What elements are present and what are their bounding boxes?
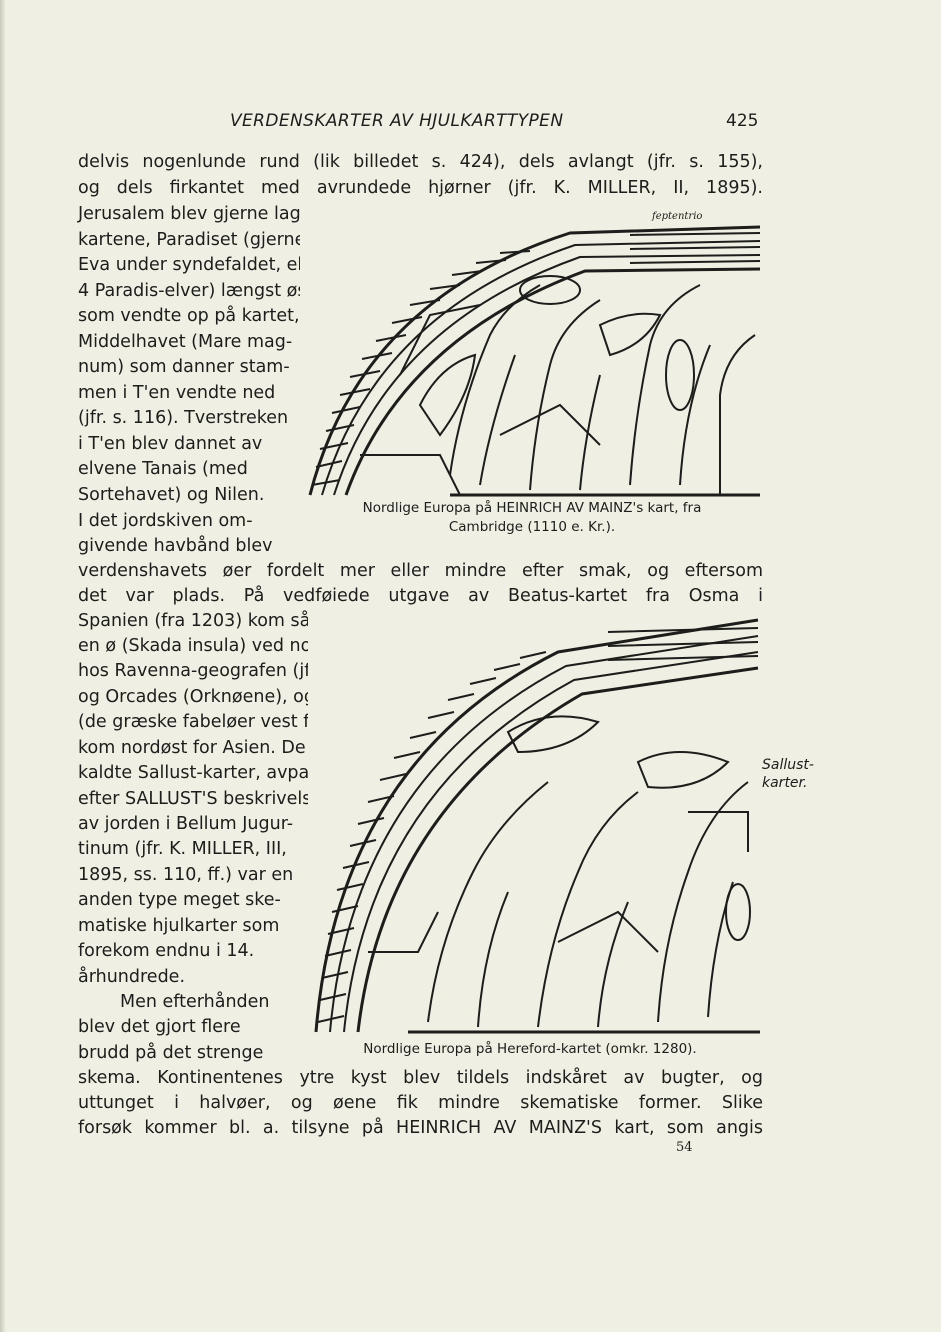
text-line: kaldte Sallust-karter, avpasset xyxy=(78,763,346,783)
text-line: Sortehavet) og Nilen. xyxy=(78,485,265,505)
running-title: VERDENSKARTER AV HJULKARTTYPEN xyxy=(230,111,564,131)
text-line: århundrede. xyxy=(78,967,186,987)
page-edge xyxy=(0,0,6,1332)
text-line: elvene Tanais (med xyxy=(78,459,248,479)
margin-note xyxy=(762,756,814,792)
text-line: Men efterhånden xyxy=(120,992,270,1012)
text-line: num) som danner stam- xyxy=(78,357,290,377)
page-number: 425 xyxy=(726,111,759,131)
text-line: men i T'en vendte ned xyxy=(78,383,276,403)
text-line: uttunget i halvøer, og øene fik mindre skematiske former. Slike xyxy=(78,1093,763,1113)
text-line: blev det gjort flere xyxy=(78,1017,241,1037)
text-line: en ø (Skada insula) ved nordpolen liksom xyxy=(78,636,441,656)
text-line: forekom endnu i 14. xyxy=(78,941,255,961)
text-line: Jerusalem blev gjerne lagt i centrum av hjul- xyxy=(78,204,468,224)
map1-caption-line2: Cambridge (1110 e. Kr.). xyxy=(448,519,616,535)
map-label-septentrio: feptentrio xyxy=(652,211,703,222)
text-line: tinum (jfr. K. MILLER, III, xyxy=(78,839,287,859)
text-line: matiske hjulkarter som xyxy=(78,916,280,936)
map1-caption-line1: Nordlige Europa på HEINRICH AV MAINZ's kart, fra xyxy=(362,500,702,516)
margin-note-line2: karter. xyxy=(762,775,808,791)
text-line: Eva under syndefaldet, eller med de xyxy=(78,255,397,275)
text-line: kartene, Paradiset (gjerne med Adam og xyxy=(78,230,434,250)
signature-mark: 54 xyxy=(676,1140,693,1155)
text-line: brudd på det strenge xyxy=(78,1043,264,1063)
map2-caption: Nordlige Europa på Hereford-kartet (omkr. 1280). xyxy=(363,1041,697,1057)
text-line: skema. Kontinentenes ytre kyst blev tildels indskåret av bugter, og xyxy=(78,1068,763,1088)
text-line: Middelhavet (Mare mag- xyxy=(78,332,293,352)
text-line: som vendte op på kartet, og xyxy=(78,306,327,326)
text-line: det var plads. På vedføiede utgave av Beatus-kartet fra Osma i xyxy=(78,586,763,606)
map-heinrich-av-mainz xyxy=(300,205,768,500)
text-line: i T'en blev dannet av xyxy=(78,434,263,454)
text-line: 1895, ss. 110, ff.) var en xyxy=(78,865,294,885)
text-line: (de græske fabeløer vest for Afrika) xyxy=(78,712,390,732)
text-line: delvis nogenlunde rund (lik billedet s. 424), dels avlangt (jfr. s. 155), xyxy=(78,152,763,172)
map-hereford xyxy=(308,612,763,1037)
text-line: kom nordøst for Asien. De så- xyxy=(78,738,338,758)
margin-note-line1: Sallust- xyxy=(762,757,814,773)
text-line: og Orcades (Orknøene), og Gorgades xyxy=(78,687,405,707)
text-line: hos Ravenna-geografen (jfr. kart s. 117), xyxy=(78,661,434,681)
text-line: anden type meget ske- xyxy=(78,890,281,910)
text-line: efter SALLUST'S beskrivelse xyxy=(78,789,323,809)
text-line: (jfr. s. 116). Tverstreken xyxy=(78,408,289,428)
text-line: verdenshavets øer fordelt mer eller mindre efter smak, og eftersom xyxy=(78,561,763,581)
text-line: Spanien (fra 1203) kom således Skandinavien som xyxy=(78,611,523,631)
text-line: 4 Paradis-elver) længst øst i Asien xyxy=(78,281,378,301)
text-line: av jorden i Bellum Jugur- xyxy=(78,814,294,834)
text-line: givende havbånd blev xyxy=(78,536,273,556)
text-line: I det jordskiven om- xyxy=(78,511,253,531)
text-line: forsøk kommer bl. a. tilsyne på HEINRICH AV MAINZ'S kart, som angis xyxy=(78,1118,763,1138)
text-line: og dels firkantet med avrundede hjørner (jfr. K. MILLER, II, 1895). xyxy=(78,178,763,198)
